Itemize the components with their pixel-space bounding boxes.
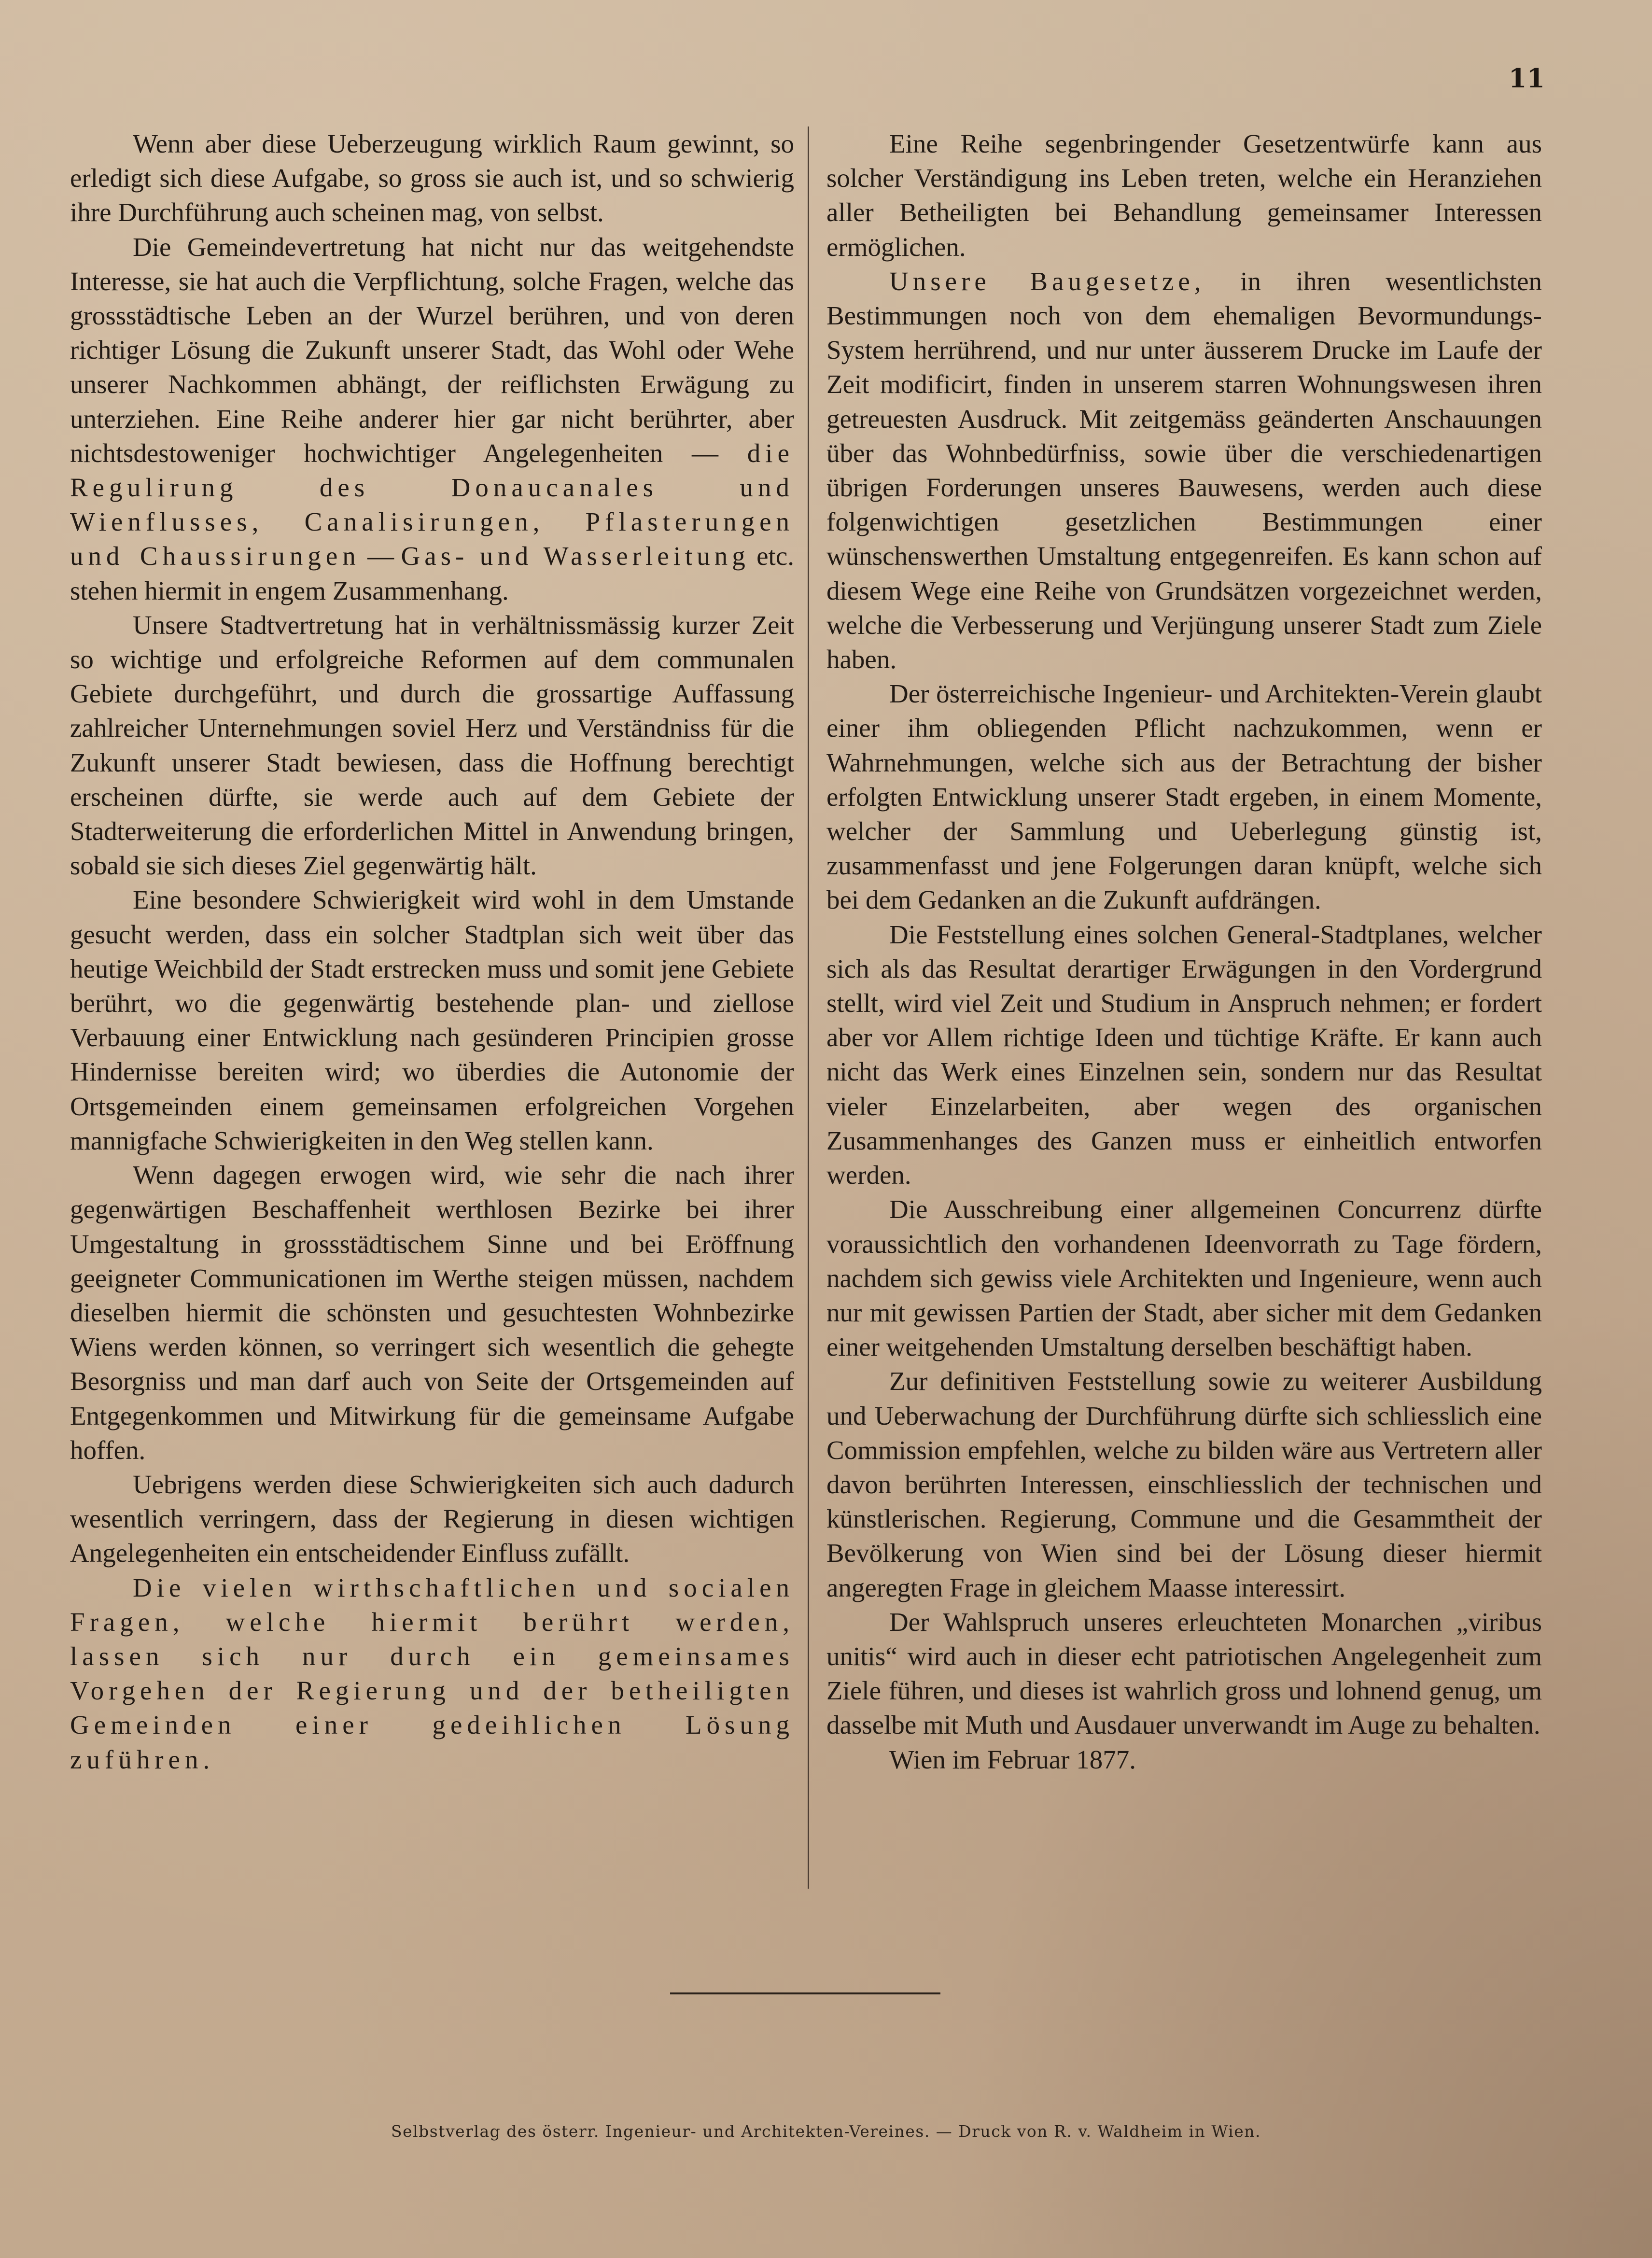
right-paragraph-2-text: in ihren wesentlichsten Bestimmungen noch von dem ehemaligen Bevormundungs-System herrührend, und nur unter äusserem Drucke im Laufe der Zeit modificirt, finden in unserem starren Wohnungswesen ihren getreuesten Ausdruck. Mit zeitgemäss geänderten Anschauungen über das Wohnbedürfniss, sowie über die verschiedenartigen übrigen Forderungen unseres Bauwesens, werden auch diese folgenwichtigen gesetzlichen Bestimmungen einer wünschenswerthen Umstaltung entgegenreifen. Es kann schon auf diesem Wege eine Reihe von Grundsätzen vorgezeichnet werden, welche die Verbesserung und Verjüngung unserer Stadt zum Ziele haben. bbox=[826, 266, 1542, 674]
publisher-imprint: Selbstverlag des österr. Ingenieur- und Architekten-Vereines. — Druck von R. v. Waldheim in Wien. bbox=[391, 2122, 1261, 2141]
signoff-date: Wien im Februar 1877. bbox=[889, 1744, 1136, 1774]
right-paragraph-6: Zur definitiven Feststellung sowie zu weiterer Ausbildung und Ueberwachung der Durchführung dürfte sich schliesslich eine Commission empfehlen, welche zu bilden wäre aus Vertretern aller davon berührten Interessen, einschliesslich der technischen und künstlerischen. Regierung, Commune und die Gesammtheit der Bevölkerung von Wien sind bei der Lösung dieser hiermit angeregten Frage in gleichem Maasse interessirt. bbox=[826, 1366, 1542, 1602]
right-paragraph-3: Der österreichische Ingenieur- und Architekten-Verein glaubt einer ihm obliegenden Pflicht nachzukommen, wenn er Wahrnehmungen, welche sich aus der Betrachtung der bisher erfolgten Entwicklung unserer Stadt ergeben, in einem Momente, welcher der Sammlung und Ueberlegung günstig ist, zusammenfasst und jene Folgerungen daran knüpft, welche sich bei dem Gedanken an die Zukunft aufdrängen. bbox=[826, 679, 1542, 915]
left-paragraph-2-text-b: etc. stehen hiermit in engem Zusammenhang. bbox=[70, 541, 794, 605]
right-paragraph-2-spaced: Unsere Baugesetze, bbox=[889, 266, 1205, 296]
left-paragraph-2 bbox=[70, 230, 794, 608]
page-number: 11 bbox=[1508, 63, 1545, 94]
left-paragraph-2-text-a: Die Gemeindevertretung hat nicht nur das weitgehendste Interesse, sie hat auch die Verpflichtung, solche Fragen, welche das grossstädtische Leben an der Wurzel berühren, und von deren richtiger Lösung die Zukunft unserer Stadt, das Wohl oder Wehe unserer Nachkommen abhängt, der reiflichsten Erwägung zu unterziehen. Eine Reihe anderer hier gar nicht berührter, aber nichtsdestoweniger hochwichtiger Angelegenheiten — bbox=[70, 232, 794, 468]
left-paragraph-3: Unsere Stadtvertretung hat in verhältnissmässig kurzer Zeit so wichtige und erfolgreiche Reformen auf dem communalen Gebiete durchgeführt, und durch die grossartige Auffassung zahlreicher Unternehmungen soviel Herz und Verständniss für die Zukunft unserer Stadt bewiesen, dass die Hoffnung berechtigt erscheinen dürfte, sie werde auch auf dem Gebiete der Stadterweiterung die erforderlichen Mittel in Anwendung bringen, sobald sie sich dieses Ziel gegenwärtig hält. bbox=[70, 610, 794, 881]
right-column bbox=[826, 126, 1542, 1777]
left-paragraph-2-dash: — bbox=[360, 541, 401, 571]
right-paragraph-2 bbox=[826, 264, 1542, 676]
left-paragraph-4: Eine besondere Schwierigkeit wird wohl in dem Umstande gesucht werden, dass ein solcher Stadtplan sich weit über das heutige Weichbild der Stadt erstrecken muss und somit jene Gebiete berührt, wo die gegenwärtig bestehende plan- und ziellose Verbauung einer Entwicklung nach gesünderen Principien grosse Hindernisse bereiten wird; wo überdies die Autonomie der Ortsgemeinden einem gemeinsamen erfolgreichen Vorgehen mannigfache Schwierigkeiten in den Weg stellen kann. bbox=[70, 885, 794, 1155]
left-paragraph-7: Die vielen wirthschaftlichen und socialen Fragen, welche hiermit berührt werden, lassen sich nur durch ein gemeinsames Vorgehen der Regierung und der betheiligten Gemeinden einer gedeihlichen Lösung zuführen. bbox=[70, 1572, 794, 1774]
left-paragraph-1: Wenn aber diese Ueberzeugung wirklich Raum gewinnt, so erledigt sich diese Aufgabe, so gross sie auch ist, und so schwierig ihre Durchführung auch scheinen mag, von selbst. bbox=[70, 129, 794, 227]
right-paragraph-5: Die Ausschreibung einer allgemeinen Concurrenz dürfte voraussichtlich den vorhandenen Ideenvorrath zu Tage fördern, nachdem sich gewiss viele Architekten und Ingenieure, wenn auch nur mit gewissen Partien der Stadt, aber sicher mit dem Gedanken einer weitgehenden Umstaltung derselben beschäftigt haben. bbox=[826, 1194, 1542, 1362]
left-paragraph-2-spaced: die Regulirung des Donaucanales und Wienflusses, Canalisirungen, Pflasterungen und Chaussirungen bbox=[70, 438, 794, 571]
left-column bbox=[70, 126, 794, 1777]
right-paragraph-7: Der Wahlspruch unseres erleuchteten Monarchen „viribus unitis“ wird auch in dieser echt patriotischen Angelegenheit zum Ziele führen, und dieses ist wahrlich gross und lohnend genug, um dasselbe mit Muth und Ausdauer unverwandt im Auge zu behalten. bbox=[826, 1607, 1542, 1740]
left-paragraph-6: Uebrigens werden diese Schwierigkeiten sich auch dadurch wesentlich verringern, dass der Regierung in diesen wichtigen Angelegenheiten ein entscheidender Einfluss zufällt. bbox=[70, 1469, 794, 1568]
footer-rule bbox=[670, 1992, 940, 1994]
left-paragraph-2-spaced-2: Gas- und Wasserleitung bbox=[401, 541, 750, 571]
right-paragraph-4: Die Feststellung eines solchen General-Stadtplanes, welcher sich als das Resultat derartiger Erwägungen in den Vordergrund stellt, wird viel Zeit und Studium in Anspruch nehmen; er fordert aber vor Allem richtige Ideen und tüchtige Kräfte. Er kann auch nicht das Werk eines Einzelnen sein, sondern nur das Resultat vieler Einzelarbeiten, aber wegen des organischen Zusammenhanges des Ganzen muss er einheitlich entworfen werden. bbox=[826, 919, 1542, 1190]
column-divider bbox=[808, 126, 809, 1889]
left-paragraph-5: Wenn dagegen erwogen wird, wie sehr die nach ihrer gegenwärtigen Beschaffenheit werthlosen Bezirke bei ihrer Umgestaltung in grossstädtischem Sinne und bei Eröffnung geeigneter Communicationen im Werthe steigen müssen, nachdem dieselben hiermit die schönsten und gesuchtesten Wohnbezirke Wiens werden können, so verringert sich wesentlich die gehegte Besorgniss und man darf auch von Seite der Ortsgemeinden auf Entgegenkommen und Mitwirkung für die gemeinsame Aufgabe hoffen. bbox=[70, 1160, 794, 1465]
right-paragraph-1: Eine Reihe segenbringender Gesetzentwürfe kann aus solcher Verständigung ins Leben treten, welche ein Heranziehen aller Betheiligten bei Behandlung gemeinsamer Interessen ermöglichen. bbox=[826, 129, 1542, 262]
